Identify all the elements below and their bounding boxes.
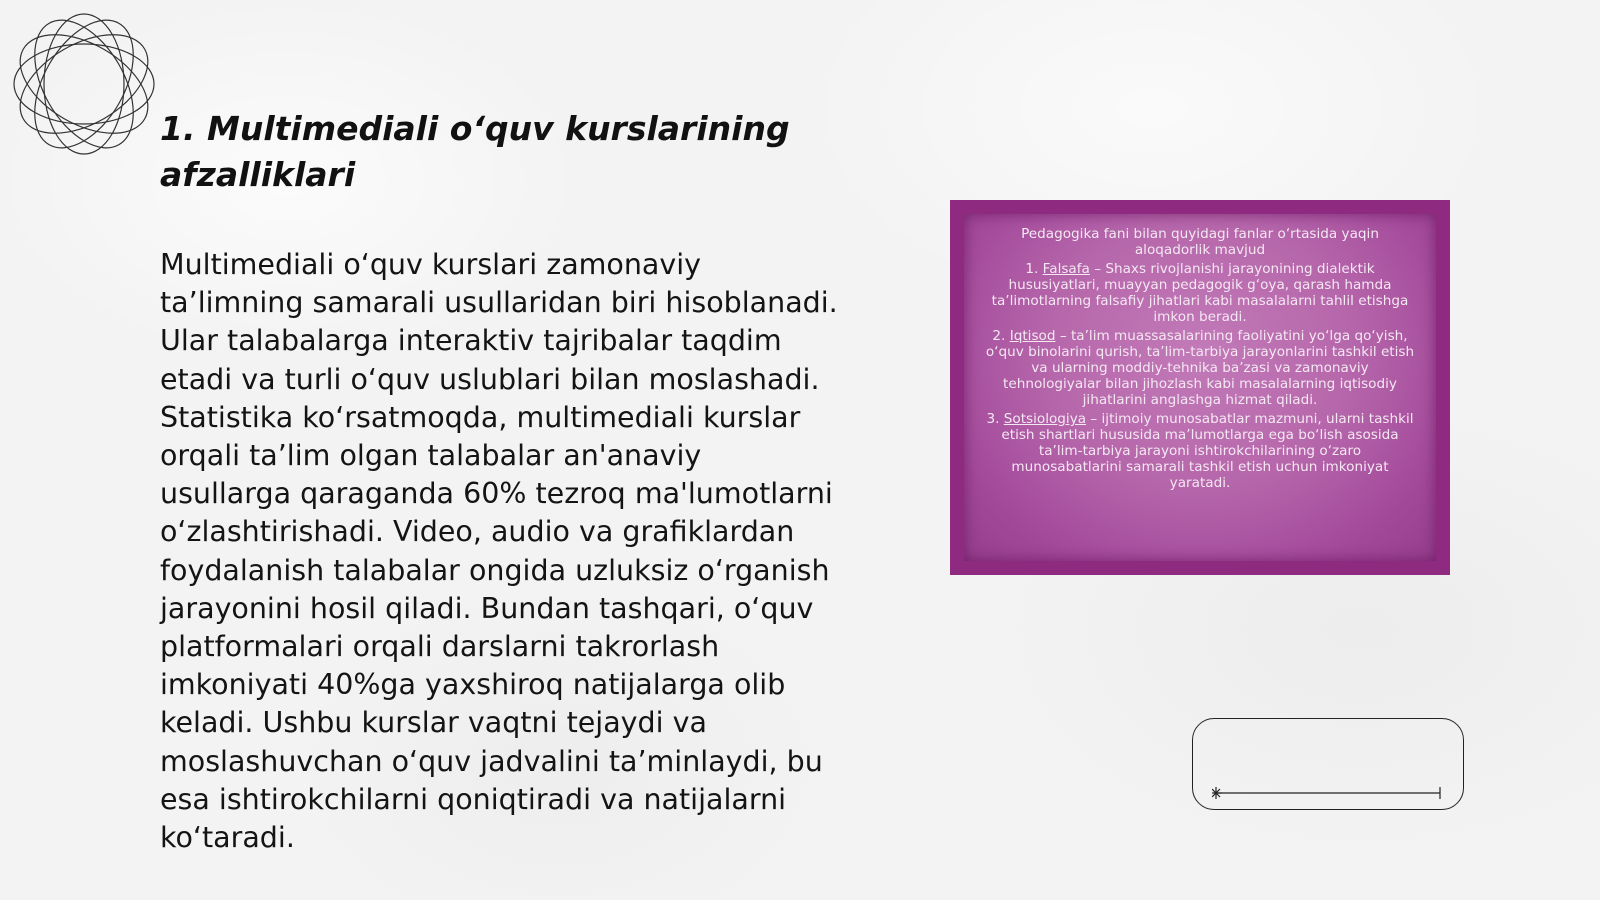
panel-item-text: – Shaxs rivojlanishi jarayonining dialektik hususiyatlari, muayyan pedagogik g‘oya, qarash hamda ta’limotlarning falsafiy jihatlari kabi masalalarni tahlil etishga imkon beradi.	[991, 261, 1409, 325]
slide-title: 1. Multimediali o‘quv kurslarining afzalliklari	[160, 109, 790, 194]
panel-item-text: – ijtimoiy munosabatlar mazmuni, ularni tashkil etish shartlari hususida ma’lumotlarga ega bo‘lish asosida ta’lim-tarbiya jarayoni ishtirokchilarining o‘zaro munosabatlarini samarali tashkil etish uchun imkoniyat yaratadi.	[1001, 411, 1414, 491]
info-panel	[950, 200, 1450, 575]
panel-item-iqtisod	[984, 328, 1416, 408]
panel-item-term: Iqtisod	[1009, 328, 1056, 344]
panel-item-sotsiologiya	[984, 411, 1416, 491]
panel-item-term: Falsafa	[1042, 261, 1090, 277]
panel-intro: Pedagogika fani bilan quyidagi fanlar o‘rtasida yaqin aloqadorlik mavjud	[1021, 226, 1379, 258]
orbit-rings-icon	[10, 10, 158, 158]
slide-body-text: Multimediali o‘quv kurslari zamonaviy ta’limning samarali usullaridan biri hisoblanadi. Ular talabalarga interaktiv tajribalar taqdim etadi va turli o‘quv uslublari bilan moslashadi. Statistika ko‘rsatmoqda, multimediali kurslar orqali ta’lim olgan talabalar an'anaviy usullarga qaraganda 60% tezroq ma'lumotlarni o‘zlashtirishadi. Video, audio va grafiklardan foydalanish talabalar ongida uzluksiz o‘rganish jarayonini hosil qiladi. Bundan tashqari, o‘quv platformalari orqali darslarni takrorlash imkoniyati 40%ga yaxshiroq natijalarga olib keladi. Ushbu kurslar vaqtni tejaydi va moslashuvchan o‘quv jadvalini ta’minlaydi, bu esa ishtirokchilarni qoniqtiradi va natijalarni ko‘taradi.	[160, 248, 838, 855]
panel-item-number: 1.	[1025, 261, 1039, 277]
star-line-icon	[1212, 787, 1444, 799]
panel-item-falsafa	[984, 261, 1416, 325]
panel-item-number: 2.	[992, 328, 1006, 344]
panel-item-term: Sotsiologiya	[1003, 411, 1087, 427]
panel-item-number: 3.	[986, 411, 1000, 427]
info-panel-content	[964, 214, 1436, 561]
panel-item-text: – ta’lim muassasalarining faoliyatini yo‘lga qo‘yish, o‘quv binolarini qurish, ta’lim-tarbiya jarayonlarini tashkil etish va ularning moddiy-tehnika ba’zasi va zamonaviy tehnologiyalar bilan jihozlash kabi masalalarning iqtisodiy jihatlarini anglashga hizmat qiladi.	[985, 328, 1415, 408]
